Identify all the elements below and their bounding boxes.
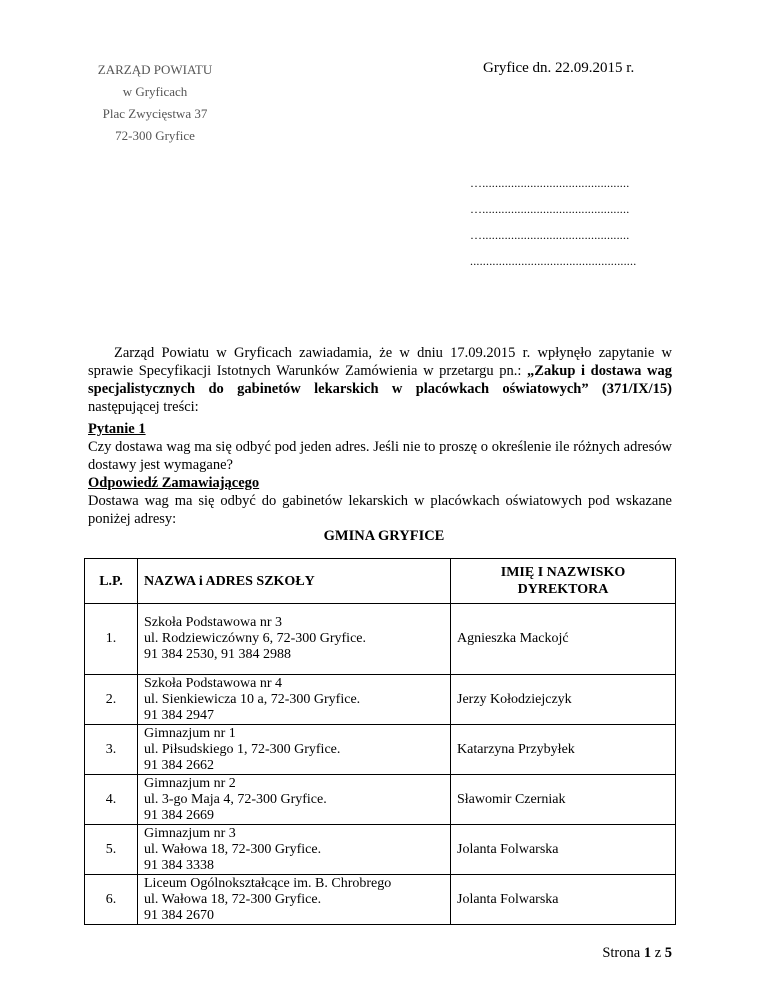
date-line: Gryfice dn. 22.09.2015 r.: [483, 60, 635, 76]
cell-director: Katarzyna Przybyłek: [451, 725, 676, 775]
table-row: [85, 775, 676, 825]
sender-name: ZARZĄD POWIATU: [97, 62, 213, 77]
table-row: [85, 675, 676, 725]
table-row: [85, 875, 676, 925]
cell-director: Agnieszka Mackojć: [451, 604, 676, 675]
total-pages: 5: [664, 945, 672, 961]
table-row: [85, 604, 676, 675]
cell-director: Sławomir Czerniak: [451, 775, 676, 825]
school-name: Gimnazjum nr 2: [144, 775, 236, 791]
sender-street: Plac Zwycięstwa 37: [102, 106, 208, 121]
schools-table: [84, 558, 676, 925]
intro-paragraph: [88, 344, 672, 416]
school-phone: 91 384 3338: [144, 857, 214, 873]
school-name: Liceum Ogólnokształcące im. B. Chrobrego: [144, 875, 392, 891]
school-address: ul. Rodziewiczówny 6, 72-300 Gryfice.: [144, 631, 366, 646]
cell-school: [138, 725, 451, 775]
question-text: Czy dostawa wag ma się odbyć pod jeden adres. Jeśli nie to proszę o określenie ile różnych adresów dostawy jest wymagane?: [88, 439, 672, 473]
table-header-row: [85, 559, 676, 604]
recipient-line: ....................................................: [470, 254, 637, 268]
school-phone: 91 384 2947: [144, 707, 214, 723]
page-label: Strona: [602, 945, 641, 961]
school-phone: 91 384 2662: [144, 757, 214, 773]
answer-heading: Odpowiedź Zamawiającego: [88, 475, 260, 491]
cell-school: [138, 825, 451, 875]
school-name: Gimnazjum nr 3: [144, 825, 236, 841]
header-lp: L.P.: [85, 559, 138, 604]
current-page: 1: [643, 945, 652, 961]
school-address: ul. Wałowa 18, 72-300 Gryfice.: [144, 841, 322, 857]
question-block: [88, 420, 672, 528]
recipient-line: …..............................................: [470, 176, 630, 190]
tender-title: „Zakup i dostawa wag specjalistycznych do gabinetów lekarskich w placówkach oświatowych” (371/IX/15): [88, 363, 672, 397]
page-sep: z: [654, 945, 662, 961]
table-row: [85, 825, 676, 875]
recipient-line: …..............................................: [470, 228, 630, 242]
school-address: ul. Wałowa 18, 72-300 Gryfice.: [144, 891, 322, 907]
cell-school: [138, 875, 451, 925]
intro-text: Zarząd Powiatu w Gryficach zawiadamia, że w dniu 17.09.2015 r. wpłynęło zapytanie w sprawie Specyfikacji Istotnych Warunków Zamówienia w przetargu pn.:: [88, 345, 672, 379]
school-name: Szkoła Podstawowa nr 3: [144, 615, 283, 630]
page-number: [602, 945, 672, 962]
school-name: Gimnazjum nr 1: [144, 725, 236, 741]
cell-lp: 1.: [85, 604, 138, 675]
cell-director: Jolanta Folwarska: [451, 825, 676, 875]
school-address: ul. Sienkiewicza 10 a, 72-300 Gryfice.: [144, 691, 361, 707]
sender-postal: 72-300 Gryfice: [115, 128, 195, 143]
school-phone: 91 384 2670: [144, 907, 214, 923]
header-school: NAZWA i ADRES SZKOŁY: [138, 559, 451, 604]
header-director: IMIĘ I NAZWISKO DYREKTORA: [451, 559, 676, 604]
school-phone: 91 384 2669: [144, 807, 214, 823]
cell-lp: 4.: [85, 775, 138, 825]
cell-lp: 6.: [85, 875, 138, 925]
question-heading: Pytanie 1: [88, 421, 146, 437]
section-title: GMINA GRYFICE: [323, 528, 445, 544]
school-name: Szkoła Podstawowa nr 4: [144, 675, 283, 691]
cell-director: Jerzy Kołodziejczyk: [451, 675, 676, 725]
school-address: ul. Piłsudskiego 1, 72-300 Gryfice.: [144, 741, 341, 757]
school-address: ul. 3-go Maja 4, 72-300 Gryfice.: [144, 791, 327, 807]
intro-text-end: następującej treści:: [88, 399, 199, 415]
cell-school: [138, 775, 451, 825]
cell-lp: 2.: [85, 675, 138, 725]
cell-lp: 5.: [85, 825, 138, 875]
cell-lp: 3.: [85, 725, 138, 775]
cell-director: Jolanta Folwarska: [451, 875, 676, 925]
cell-school: [138, 604, 451, 675]
recipient-line: …..............................................: [470, 202, 630, 216]
table-row: [85, 725, 676, 775]
cell-school: [138, 675, 451, 725]
answer-text: Dostawa wag ma się odbyć do gabinetów lekarskich w placówkach oświatowych pod wskazane poniżej adresy:: [88, 493, 672, 527]
sender-city: w Gryficach: [122, 84, 188, 99]
school-phone: 91 384 2530, 91 384 2988: [144, 647, 291, 662]
